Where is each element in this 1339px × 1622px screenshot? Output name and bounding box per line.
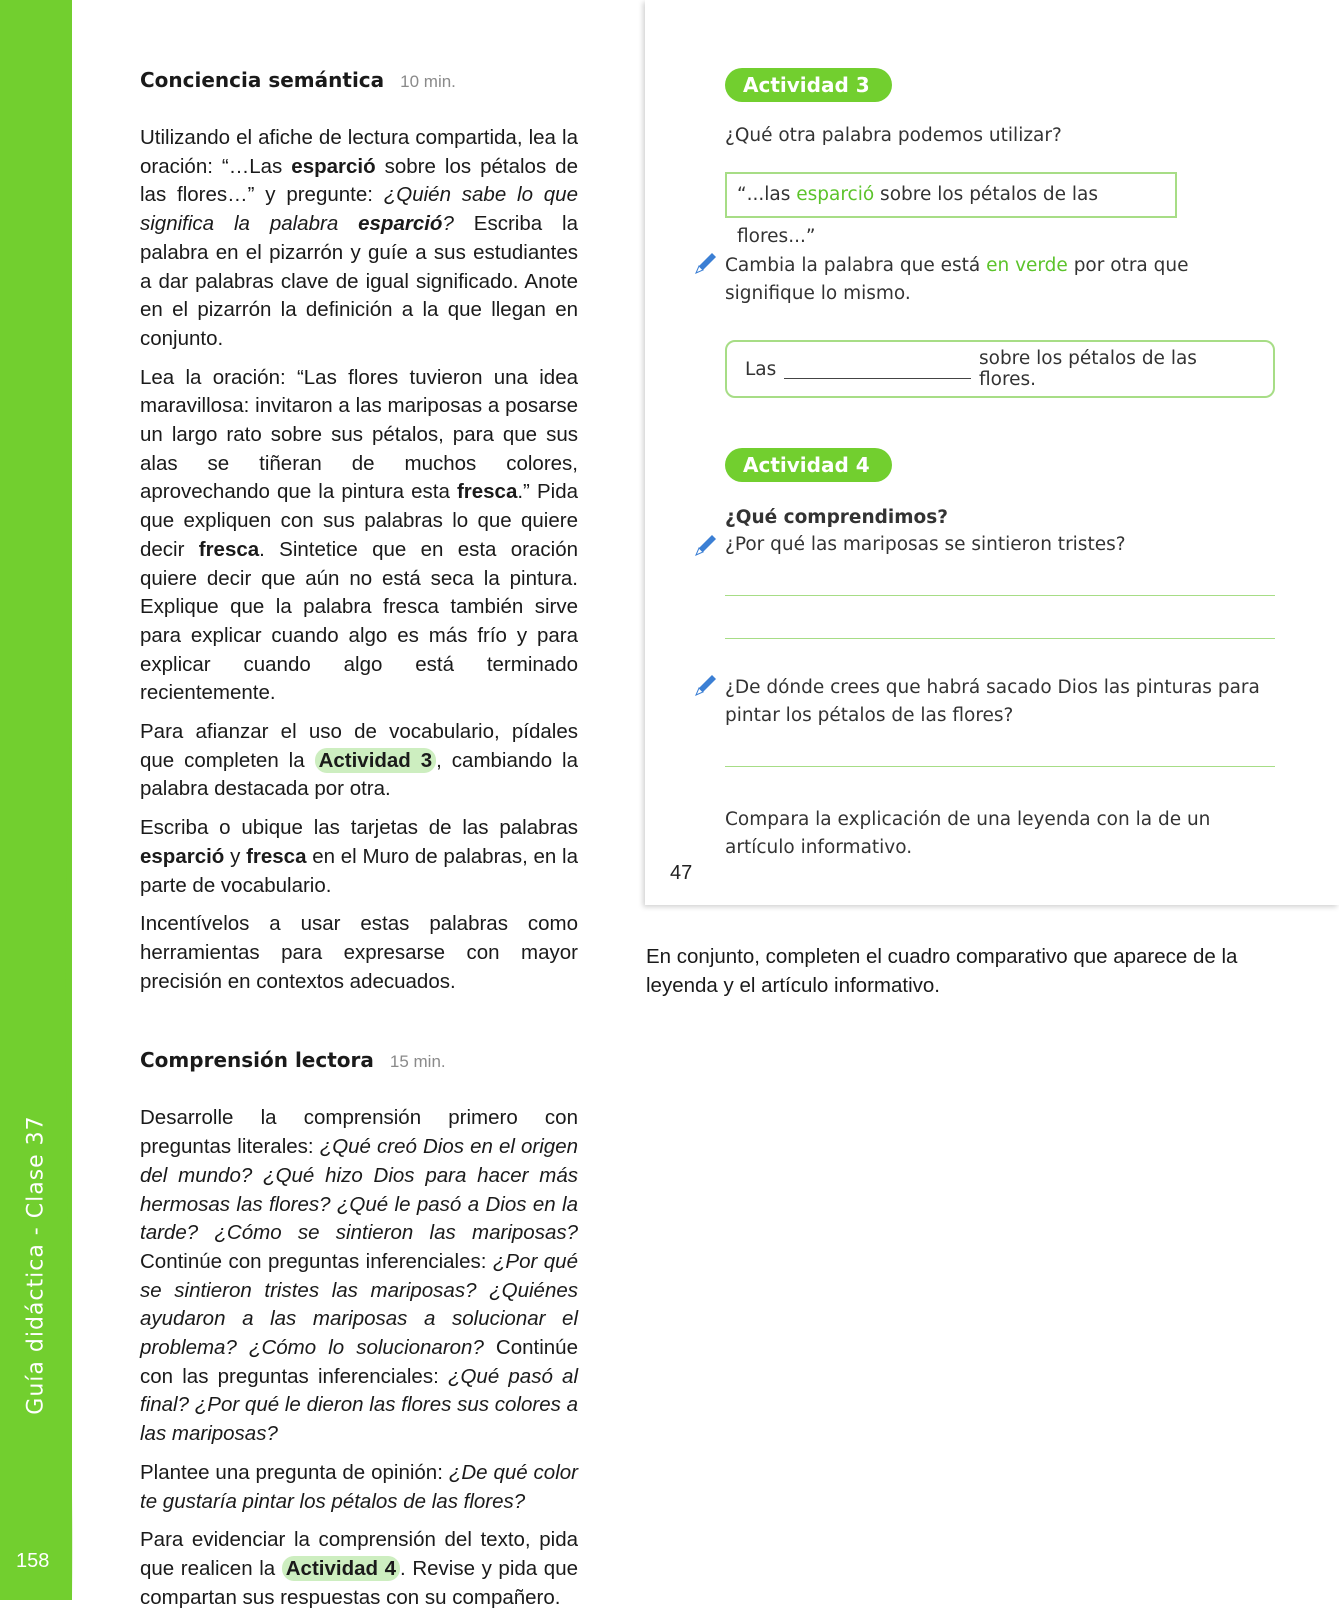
quote-box <box>725 172 1177 247</box>
activity-highlight: Actividad 3 <box>315 748 437 773</box>
text: Escriba la palabra en el pizarrón y guíe a sus estudiantes a dar palabras clave de igual significado. Anote en el pizarrón la definición a la que llegan en conjunto. <box>140 212 578 350</box>
text: y <box>224 844 247 868</box>
green-text: en verde <box>986 255 1068 276</box>
question-2: ¿De dónde crees que habrá sacado Dios las pinturas para pintar los pétalos de las flores? <box>725 677 1260 726</box>
paragraph-7 <box>140 1459 578 1516</box>
activity-3-question: ¿Qué otra palabra podemos utilizar? <box>725 125 1062 146</box>
text: . Revise y pida que compartan sus respuestas con su compañero. <box>140 1556 578 1609</box>
sidebar-wave <box>54 0 94 1600</box>
highlighted-word: esparció <box>796 184 875 205</box>
paragraph-5: Incentívelos a usar estas palabras como herramientas para expresarse con mayor precisión en contextos adecuados. <box>140 912 578 993</box>
activity-3-badge: Actividad 3 <box>725 68 892 102</box>
section-header-semantic <box>140 68 578 92</box>
fill-in-sentence <box>725 340 1275 398</box>
text: Continúe con las preguntas inferenciales: <box>140 1336 578 1388</box>
text: Cambia la palabra que está <box>725 255 987 276</box>
text: sobre los pétalos de las flores…” y pregunte: <box>140 154 578 207</box>
pencil-icon <box>693 250 719 276</box>
italic-text: ¿Qué creó Dios en el origen del mundo? ¿Qué hizo Dios para hacer más hermosas las flores? ¿Qué le pasó a Dios en la tarde? ¿Cómo se sintieron las mariposas? <box>140 1135 578 1245</box>
bold-word: esparció <box>140 844 225 868</box>
left-column <box>140 68 578 1622</box>
answer-line[interactable] <box>725 595 1275 596</box>
page-number: 158 <box>16 1550 50 1572</box>
text: sobre los pétalos de las flores. <box>978 348 1197 390</box>
bold-word: fresca <box>198 537 260 561</box>
text: . Sintetice que en esta oración quiere decir que aún no está seca la pintura. Explique que la palabra fresca también sirve para explicar cuando algo es más frío y para explicar cuando algo está terminado recientemente. <box>140 537 578 705</box>
section-header-comprehension <box>140 1048 578 1072</box>
text: Utilizando el afiche de lectura compartida, lea la oración: “…Las <box>140 126 578 178</box>
pencil-icon <box>693 672 719 698</box>
bold-word: fresca <box>246 844 307 868</box>
pencil-icon <box>693 532 719 558</box>
section-title: Conciencia semántica <box>140 68 385 92</box>
text: por otra que signifique lo mismo. <box>725 255 1189 304</box>
guide-title: Guía didáctica - Clase 37 <box>23 1115 49 1415</box>
text: Continúe con preguntas inferenciales: <box>140 1249 493 1273</box>
comparative-table-note: En conjunto, completen el cuadro comparativo que aparece de la leyenda y el artículo informativo. <box>646 945 1238 997</box>
activity-4-badge: Actividad 4 <box>725 448 892 482</box>
section-time: 15 min. <box>389 1052 446 1072</box>
bold-word: esparció <box>358 212 443 236</box>
text: Para evidenciar la comprensión del texto, pida que realicen la <box>140 1528 578 1580</box>
paragraph-8 <box>140 1526 578 1612</box>
activity-3-instruction <box>725 252 1245 308</box>
activity-4-heading: ¿Qué comprendimos? <box>725 507 948 528</box>
paragraph-4 <box>140 814 578 900</box>
bold-word: esparció <box>291 154 376 178</box>
paragraph-6 <box>140 1104 578 1448</box>
answer-line[interactable] <box>725 638 1275 639</box>
italic-text: ¿Quién sabe lo que significa la palabra <box>140 183 578 236</box>
paragraph-1 <box>140 124 578 354</box>
text: Lea la oración: “Las flores tuvieron una idea maravillosa: invitaron a las mariposas a posarse un largo rato sobre sus pétalos, para que sus alas se tiñeran de muchos colores, aprovechando que la pintura esta <box>140 365 578 504</box>
text: Plantee una pregunta de opinión: <box>140 1460 449 1484</box>
quote-text: “...las <box>737 184 797 205</box>
italic-text: ? <box>442 212 454 236</box>
italic-text: ¿De qué color te gustaría pintar los pétalos de las flores? <box>140 1460 578 1513</box>
text: Para afianzar el uso de vocabulario, pídales que completen la <box>140 720 578 772</box>
quote-text: sobre los pétalos de las flores...” <box>737 184 1099 247</box>
section-title: Comprensión lectora <box>140 1048 374 1073</box>
bold-word: fresca <box>456 480 518 504</box>
answer-line[interactable] <box>725 766 1275 767</box>
paragraph-3 <box>140 718 578 804</box>
book-page-number: 47 <box>670 862 693 884</box>
text: en el Muro de palabras, en la parte de vocabulario. <box>140 844 578 897</box>
question-3: Compara la explicación de una leyenda con la de un artículo informativo. <box>725 809 1211 858</box>
question-1: ¿Por qué las mariposas se sintieron tristes? <box>725 534 1126 555</box>
italic-text: ¿Por qué se sintieron tristes las mariposas? ¿Quiénes ayudaron a las mariposas a solucionar el problema? ¿Cómo lo solucionaron? <box>140 1249 578 1360</box>
text: Desarrolle la comprensión primero con preguntas literales: <box>140 1106 578 1159</box>
student-book-page <box>645 0 1339 905</box>
text: .” Pida que expliquen con sus palabras lo que quiere decir <box>140 480 578 561</box>
section-time: 10 min. <box>400 72 456 91</box>
paragraph-2 <box>140 364 578 708</box>
activity-highlight: Actividad 4 <box>282 1556 400 1581</box>
text: Las <box>745 358 777 380</box>
text: Escriba o ubique las tarjetas de las palabras <box>140 816 578 840</box>
italic-text: ¿Qué pasó al final? ¿Por qué le dieron las flores sus colores a las mariposas? <box>140 1364 578 1446</box>
answer-blank[interactable] <box>784 360 971 379</box>
text: , cambiando la palabra destacada por otra. <box>140 748 578 801</box>
